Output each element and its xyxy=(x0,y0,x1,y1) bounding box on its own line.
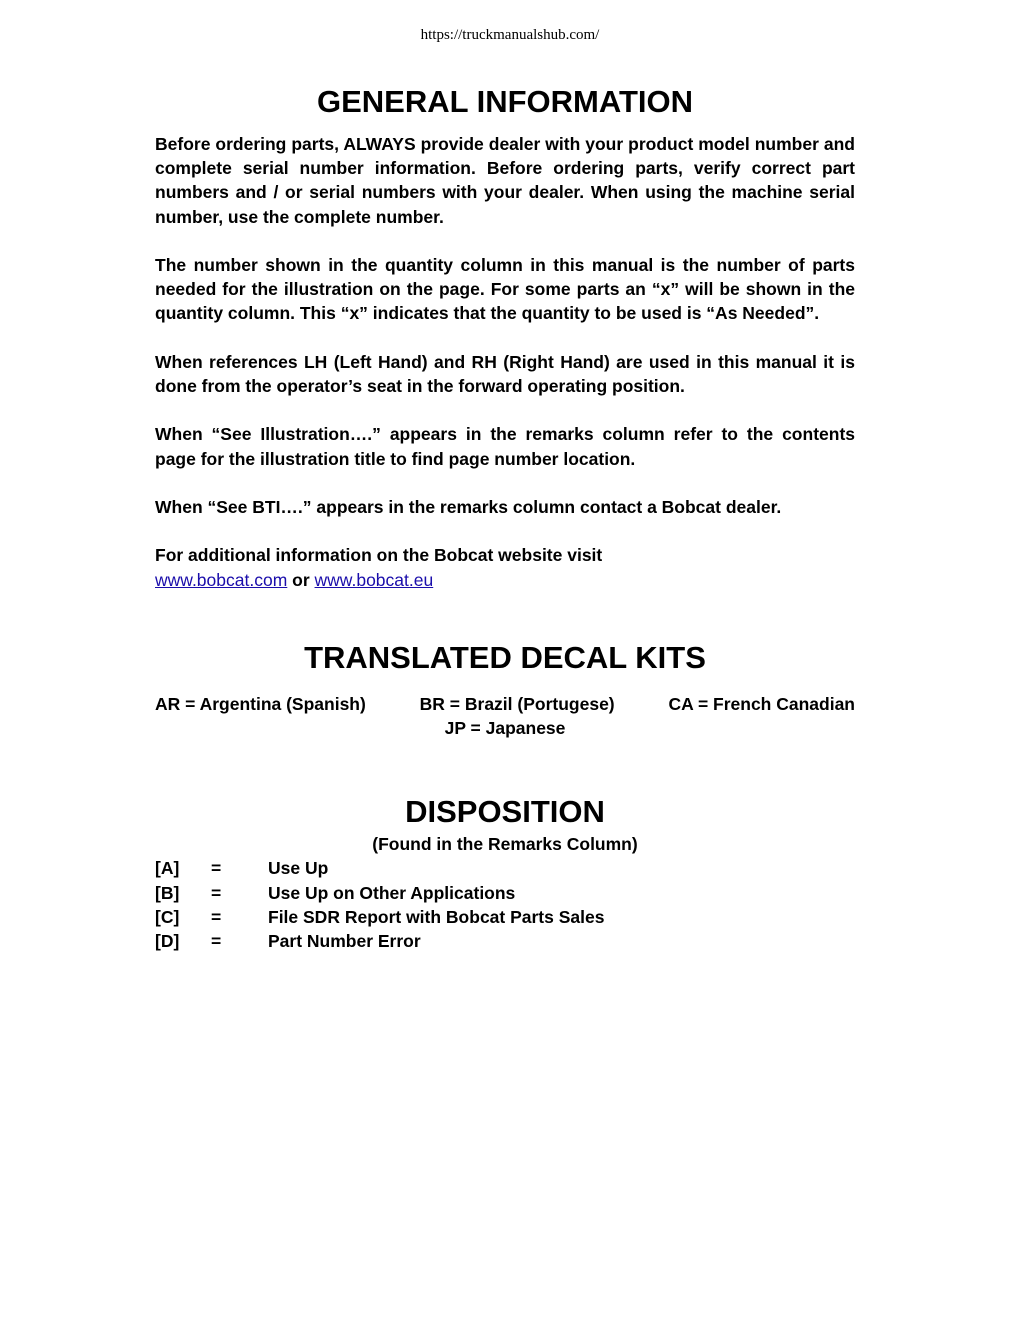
disposition-description: File SDR Report with Bobcat Parts Sales xyxy=(268,906,605,927)
paragraph-website xyxy=(155,543,855,591)
disposition-row xyxy=(155,929,855,953)
disposition-equals: = xyxy=(211,882,222,903)
paragraph-quantity-column: The number shown in the quantity column in this manual is the number of parts needed for the illustration on the page. For some parts an “x” will be shown in the quantity column. This “x” indicates that the quantity to be used is “As Needed”. xyxy=(155,255,855,324)
decal-kit-br: BR = Brazil (Portugese) xyxy=(419,693,615,714)
decal-kit-ar: AR = Argentina (Spanish) xyxy=(155,693,366,714)
disposition-code: [B] xyxy=(155,882,180,903)
disposition-row xyxy=(155,881,855,905)
website-text: For additional information on the Bobcat website visit xyxy=(155,545,603,566)
disposition-description: Use Up xyxy=(268,858,329,879)
decal-kit-jp: JP = Japanese xyxy=(444,717,566,738)
disposition-row xyxy=(155,856,855,880)
disposition-row xyxy=(155,905,855,929)
paragraph-lh-rh: When references LH (Left Hand) and RH (Right Hand) are used in this manual it is done from the operator’s seat in the forward operating position. xyxy=(155,351,855,396)
bobcat-eu-link[interactable]: www.bobcat.eu xyxy=(314,569,434,590)
disposition-description: Part Number Error xyxy=(268,931,421,951)
disposition-description: Use Up on Other Applications xyxy=(268,882,516,903)
disposition-code: [D] xyxy=(155,931,180,951)
bobcat-com-link[interactable]: www.bobcat.com xyxy=(155,569,288,590)
document-content xyxy=(155,82,855,953)
source-url[interactable]: https://truckmanualshub.com/ xyxy=(420,27,600,43)
decal-kits-title: TRANSLATED DECAL KITS xyxy=(304,639,706,675)
disposition-title: DISPOSITION xyxy=(405,794,605,830)
decal-kits-row xyxy=(155,692,855,716)
disposition-list xyxy=(155,856,855,953)
paragraph-see-illustration: When “See Illustration….” appears in the remarks column refer to the contents page for the illustration title to find page number location. xyxy=(155,424,855,469)
disposition-equals: = xyxy=(211,858,222,879)
disposition-subtitle: (Found in the Remarks Column) xyxy=(372,834,638,855)
decal-kit-ca: CA = French Canadian xyxy=(668,693,855,714)
paragraph-ordering-parts: Before ordering parts, ALWAYS provide dealer with your product model number and complete serial number information. Before ordering parts, verify correct part numbers and / or serial numbers with your dealer. When using the machine serial number, use the complete number. xyxy=(155,134,855,227)
disposition-code: [C] xyxy=(155,906,180,927)
paragraph-see-bti: When “See BTI….” appears in the remarks column contact a Bobcat dealer. xyxy=(155,496,782,517)
general-information-title: GENERAL INFORMATION xyxy=(316,84,693,119)
disposition-code: [A] xyxy=(155,858,180,879)
disposition-equals: = xyxy=(211,931,222,951)
link-separator: or xyxy=(292,569,310,590)
decal-kits-row-2 xyxy=(155,716,855,740)
general-information-body xyxy=(155,132,855,592)
disposition-equals: = xyxy=(211,906,222,927)
